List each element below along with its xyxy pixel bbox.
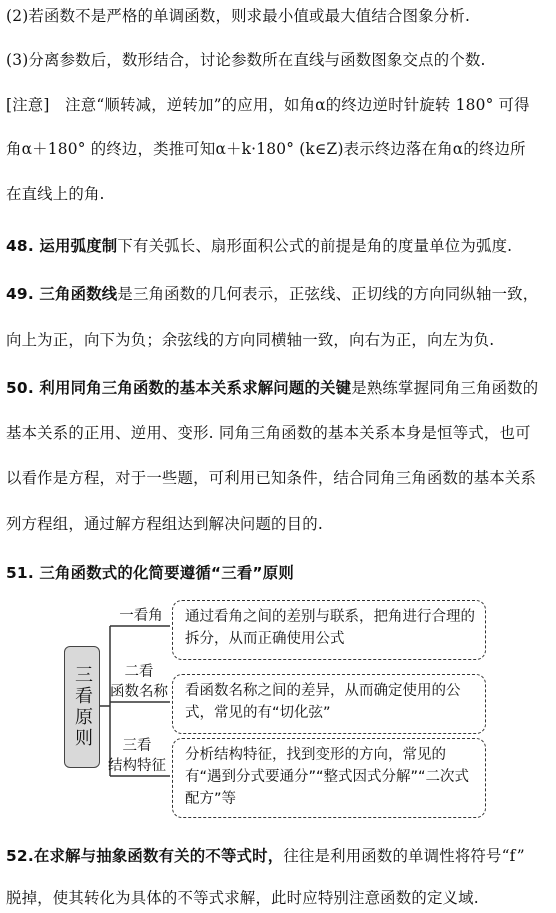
item-49-text: 是三角函数的几何表示，正弦线、正切线的方向同纵轴一致，: [117, 285, 539, 303]
three-look-diagram: [0, 590, 556, 820]
branch-label-3-line-1: 三看: [122, 738, 152, 754]
item-48-heading: 48. 运用弧度制: [6, 237, 118, 255]
branch-label-2-line-1: 二看: [124, 664, 154, 680]
item-49-line-2: 向上为正，向下为负；余弦线的方向同横轴一致，向右为正，向左为负.: [6, 331, 495, 349]
branch-box-3: 分析结构特征，找到变形的方向，常见的有“遇到分式要通分”“整式因式分解”“二次式配方”等: [172, 738, 486, 818]
item-52-text: 往往是利用函数的单调性将符号“f”: [283, 847, 525, 865]
item-51-title: 51. 三角函数式的化简要遵循“三看”原则: [6, 564, 294, 582]
text-line-1: (2)若函数不是严格的单调函数，则求最小值或最大值结合图象分析.: [6, 7, 471, 25]
item-50-text: 是熟练掌握同角三角函数的: [351, 379, 539, 397]
center-label: 三看原则: [72, 665, 93, 749]
item-52: [6, 846, 552, 866]
branch-label-2-line-2: 函数名称: [110, 684, 168, 700]
center-box: [64, 646, 100, 768]
item-50-heading: 50. 利用同角三角函数的基本关系求解问题的关键: [6, 379, 352, 397]
branch-label-3: [104, 736, 170, 776]
note-line-2: 角α＋180° 的终边，类推可知α＋k·180° (k∈Z)表示终边落在角α的终边所: [6, 140, 526, 158]
branch-label-2: [108, 662, 170, 702]
text-line-2: (3)分离参数后，数形结合，讨论参数所在直线与函数图象交点的个数.: [6, 51, 486, 69]
item-52-heading: 52.在求解与抽象函数有关的不等式时，: [6, 847, 284, 865]
branch-box-2: 看函数名称之间的差异，从而确定使用的公式，常见的有“切化弦”: [172, 674, 486, 734]
item-49-heading: 49. 三角函数线: [6, 285, 118, 303]
item-48: [6, 236, 552, 256]
item-50-line-4: 列方程组，通过解方程组达到解决问题的目的.: [6, 515, 323, 533]
item-50: [6, 378, 552, 398]
branch-label-1: 一看角: [119, 608, 163, 624]
item-52-line-2: 脱掉，使其转化为具体的不等式求解，此时应特别注意函数的定义域.: [6, 889, 479, 907]
item-49: [6, 284, 552, 304]
item-50-line-3: 以看作是方程，对于一些题，可利用已知条件，结合同角三角函数的基本关系: [6, 469, 537, 487]
item-48-text: 下有关弧长、扇形面积公式的前提是角的度量单位为弧度.: [117, 237, 513, 255]
note-line-1: [注意] 注意“顺转减，逆转加”的应用，如角α的终边逆时针旋转 180° 可得: [6, 96, 530, 114]
branch-box-1: 通过看角之间的差别与联系，把角进行合理的拆分，从而正确使用公式: [172, 600, 486, 660]
branch-label-3-line-2: 结构特征: [108, 758, 166, 774]
note-line-3: 在直线上的角.: [6, 185, 105, 203]
item-50-line-2: 基本关系的正用、逆用、变形. 同角三角函数的基本关系本身是恒等式，也可: [6, 424, 531, 442]
